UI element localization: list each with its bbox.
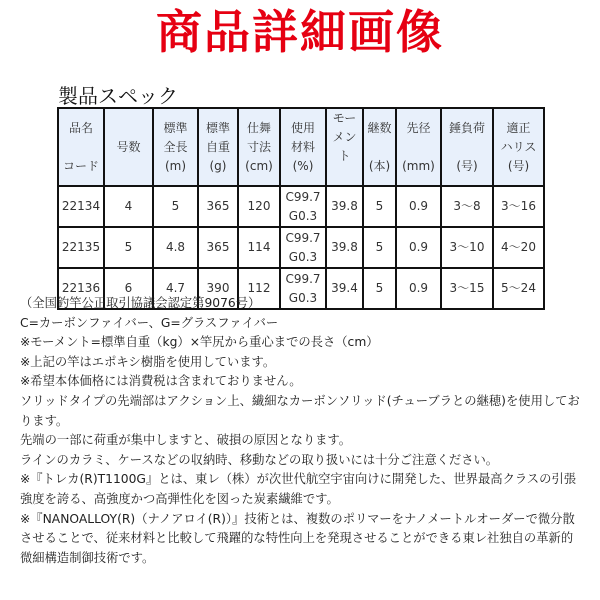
cell-code: 22136	[58, 268, 104, 309]
note-nanoalloy: ※『NANOALLOY(R)（ナノアロイ(R)）』技術とは、複数のポリマーをナノメートルオーダーで微分散させることで、従来材料と比較して飛躍的な特性向上を発現させることができる東レ社独自の革新的微細構造制御技術です。	[20, 511, 575, 565]
header-closed-length: 仕舞 寸法 (cm)	[238, 108, 280, 186]
table-row	[58, 186, 544, 227]
note-material-legend: C=カーボンファイバー、G=グラスファイバー	[20, 315, 279, 330]
cell-moment: 39.8	[326, 186, 363, 227]
cell-closed-length: 120	[238, 186, 280, 227]
cell-pieces: 5	[363, 227, 396, 268]
cell-moment: 39.4	[326, 268, 363, 309]
cell-leader-line: 3～16	[493, 186, 544, 227]
cell-tip-diameter: 0.9	[396, 227, 441, 268]
spec-table	[57, 107, 545, 310]
cell-material: C99.7 G0.3	[280, 268, 326, 309]
cell-closed-length: 114	[238, 227, 280, 268]
header-length: 標準 全長 (m)	[153, 108, 198, 186]
header-weight: 標準 自重 (g)	[198, 108, 238, 186]
cell-material: C99.7 G0.3	[280, 186, 326, 227]
cell-weight: 390	[198, 268, 238, 309]
page-title: 商品詳細画像	[156, 5, 444, 59]
cell-length: 4.7	[153, 268, 198, 309]
cell-closed-length: 112	[238, 268, 280, 309]
cell-tip-diameter: 0.9	[396, 268, 441, 309]
cell-size: 5	[104, 227, 153, 268]
header-tip-diameter: 先径 (mm)	[396, 108, 441, 186]
cell-length: 5	[153, 186, 198, 227]
cell-pieces: 5	[363, 268, 396, 309]
cell-sinker-load: 3～15	[441, 268, 493, 309]
note-solid-tip: ソリッドタイプの先端部はアクション上、繊細なカーボンソリッド(チューブラとの継穂)を使用しております。	[20, 393, 580, 428]
header-moment: モー メント	[326, 108, 363, 186]
header-pieces: 継数 (本)	[363, 108, 396, 186]
cell-tip-diameter: 0.9	[396, 186, 441, 227]
cell-size: 6	[104, 268, 153, 309]
header-material: 使用 材料 (%)	[280, 108, 326, 186]
cell-pieces: 5	[363, 186, 396, 227]
spec-heading: 製品スペック	[58, 84, 178, 108]
cell-material: C99.7 G0.3	[280, 227, 326, 268]
cell-code: 22134	[58, 186, 104, 227]
cell-moment: 39.8	[326, 227, 363, 268]
cell-weight: 365	[198, 227, 238, 268]
header-sinker-load: 錘負荷 (号)	[441, 108, 493, 186]
spec-notes	[20, 294, 585, 568]
table-row	[58, 227, 544, 268]
cell-size: 4	[104, 186, 153, 227]
header-product-code: 品名 コード	[58, 108, 104, 186]
note-tax-excluded: ※希望本体価格には消費税は含まれておりません。	[20, 374, 302, 389]
note-moment-formula: ※モーメント=標準自重（kg）×竿尻から重心までの長さ（cm）	[20, 335, 379, 350]
note-certification: （全国釣竿公正取引協議会認定第9076号）	[20, 296, 261, 310]
cell-sinker-load: 3～10	[441, 227, 493, 268]
header-leader-line: 適正 ハリス (号)	[493, 108, 544, 186]
header-size: 号数	[104, 108, 153, 186]
cell-leader-line: 5～24	[493, 268, 544, 309]
cell-weight: 365	[198, 186, 238, 227]
note-torayca-t1100g: ※『トレカ(R)T1100G』とは、東レ（株）が次世代航空宇宙向けに開発した、世界最高クラスの引張強度を誇る、高強度かつ高弾性化を図った炭素繊維です。	[20, 472, 576, 506]
note-epoxy-resin: ※上記の竿はエポキシ樹脂を使用しています。	[20, 354, 276, 369]
note-handling-caution: ラインのカラミ、ケースなどの収納時、移動などの取り扱いには十分ご注意ください。	[20, 452, 499, 467]
cell-sinker-load: 3～8	[441, 186, 493, 227]
cell-code: 22135	[58, 227, 104, 268]
cell-leader-line: 4～20	[493, 227, 544, 268]
table-header-row	[58, 108, 544, 186]
cell-length: 4.8	[153, 227, 198, 268]
note-load-warning: 先端の一部に荷重が集中しますと、破損の原因となります。	[20, 433, 352, 448]
